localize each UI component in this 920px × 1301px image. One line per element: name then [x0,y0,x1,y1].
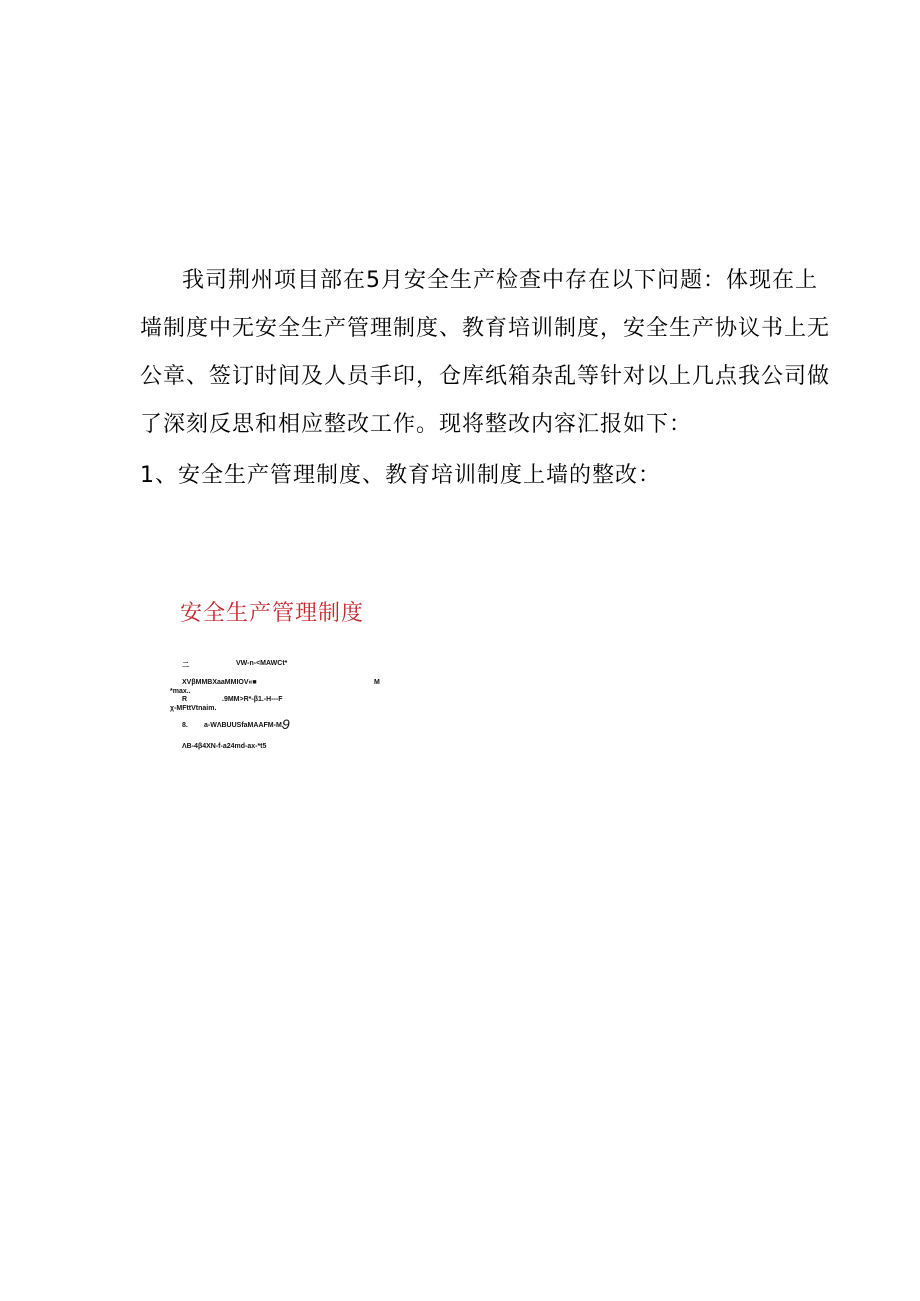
figure-text-line: M [374,679,380,686]
paragraph-line: 我司荆州项目部在5月安全生产检查中存在以下问题：体现在上 [182,268,818,293]
figure-text-line: XVβMMBXaaMMIOV«■ [182,679,257,686]
list-item-1: 1、安全生产管理制度、教育培训制度上墙的整改： [140,463,661,488]
figure-text-line: ΛB-4β4XN-f-a24md-ax-*t5 [182,743,267,750]
figure-text-line: χ-MFttVtnaim. [170,705,217,712]
figure-text-line: 8. [182,722,188,729]
figure-text-line: R [182,696,188,703]
body-paragraph [140,257,831,449]
figure-text-line: VW-n-<MAWCt* [236,660,288,667]
paragraph-line: 了深刻反思和相应整改工作。现将整改内容汇报如下： [140,412,693,437]
paragraph-line: 墙制度中无安全生产管理制度、教育培训制度，安全生产协议书上无 [140,316,831,341]
embedded-figure [168,592,408,762]
figure-text-line: a-WΛBUUSfaMAAFM-M. [204,722,284,729]
figure-text-line: 9 [282,716,290,732]
figure-text-line: 二 [182,662,189,669]
figure-title: 安全生产管理制度 [180,601,365,626]
paragraph-line: 公章、签订时间及人员手印，仓库纸箱杂乱等针对以上几点我公司做 [140,364,831,389]
figure-text-line: .9MM>R*-β1.-H---F [222,696,283,703]
figure-text-line: *max.. [170,688,191,695]
